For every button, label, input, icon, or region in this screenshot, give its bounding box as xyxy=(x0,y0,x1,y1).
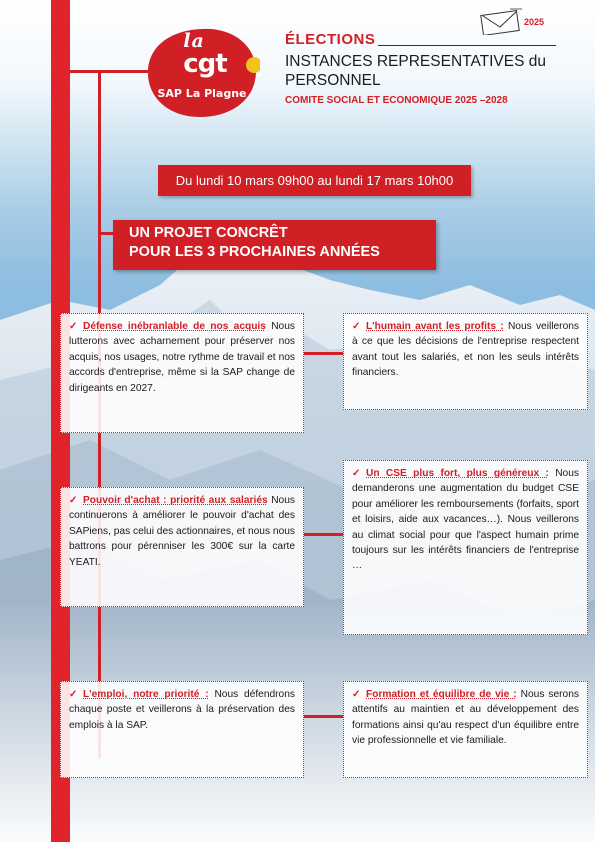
envelope-icon xyxy=(480,7,524,35)
card-formation xyxy=(343,681,588,778)
logo-connector xyxy=(70,70,150,73)
check-icon: ✓ xyxy=(352,321,361,332)
card-humain-profits xyxy=(343,313,588,410)
check-icon: ✓ xyxy=(69,689,78,700)
card-connector-2 xyxy=(304,533,344,536)
elections-underline xyxy=(378,45,556,46)
logo-sap-la-plagne: SAP La Plagne xyxy=(157,87,247,100)
check-icon: ✓ xyxy=(69,495,78,506)
project-banner xyxy=(113,220,436,270)
card-heading: L'emploi, notre priorité : xyxy=(83,689,209,700)
year-label: 2025 xyxy=(524,17,545,27)
title-line-2: PERSONNEL xyxy=(285,72,381,89)
check-icon: ✓ xyxy=(352,689,361,700)
card-body: Nous lutterons avec acharnement pour préserver nos acquis, nos usages, notre rythme de travail et nos accords d'entreprise, même si la SAP change de dirigeants en 2027. xyxy=(69,321,295,394)
card-emploi xyxy=(60,681,304,778)
card-cse xyxy=(343,460,588,635)
title-line-1: INSTANCES REPRESENTATIVES du xyxy=(285,53,546,70)
card-heading: Pouvoir d'achat : priorité aux salariés xyxy=(83,495,268,506)
card-body: Nous serons attentifs au maintien et au développement des formations ainsi qu'au respect d'un équilibre entre vie professionnelle et vie familiale. xyxy=(352,689,579,747)
card-body: Nous continuerons à améliorer le pouvoir d'achat des SAPiens, pas celui des actionnaires, et nous nous battrons pour pérenniser les 300€ sur la carte YEATI. xyxy=(69,495,295,568)
project-line-1: UN PROJET CONCRÊT xyxy=(129,225,288,241)
card-heading: Un CSE plus fort, plus généreux : xyxy=(366,468,549,479)
card-connector-3 xyxy=(304,715,344,718)
card-heading: L'humain avant les profits : xyxy=(366,321,504,332)
card-heading: Défense inébranlable de nos acquis xyxy=(83,321,266,332)
card-body: Nous demanderons une augmentation du budget CSE pour améliorer les remboursements (forfaits, sport et loisirs, aide aux vacances…). Nous veillerons au climat social pour que l'aspect humain prime toujours sur les intérêts financiers de l'entreprise … xyxy=(352,468,579,572)
check-icon: ✓ xyxy=(69,321,78,332)
subtitle: COMITE SOCIAL ET ECONOMIQUE 2025 –2028 xyxy=(285,95,508,106)
logo-la: la xyxy=(183,30,205,52)
elections-label: ÉLECTIONS xyxy=(285,31,376,48)
card-defense-acquis xyxy=(60,313,304,433)
card-heading: Formation et équilibre de vie : xyxy=(366,689,517,700)
project-connector xyxy=(100,232,114,235)
card-body: Nous veillerons à ce que les décisions de l'entreprise respectent avant tout les salariés, et non les seuls intérêts financiers. xyxy=(352,321,579,379)
card-body: Nous défendrons chaque poste et veillerons à la préservation des emplois à la SAP. xyxy=(69,689,295,731)
card-connector-1 xyxy=(304,352,344,355)
logo-cgt: cgt xyxy=(183,49,227,79)
check-icon: ✓ xyxy=(352,468,361,479)
dates-text: Du lundi 10 mars 09h00 au lundi 17 mars 10h00 xyxy=(175,173,454,188)
project-line-2: POUR LES 3 PROCHAINES ANNÉES xyxy=(129,244,380,260)
card-pouvoir-achat xyxy=(60,487,304,607)
dates-banner xyxy=(158,165,471,196)
